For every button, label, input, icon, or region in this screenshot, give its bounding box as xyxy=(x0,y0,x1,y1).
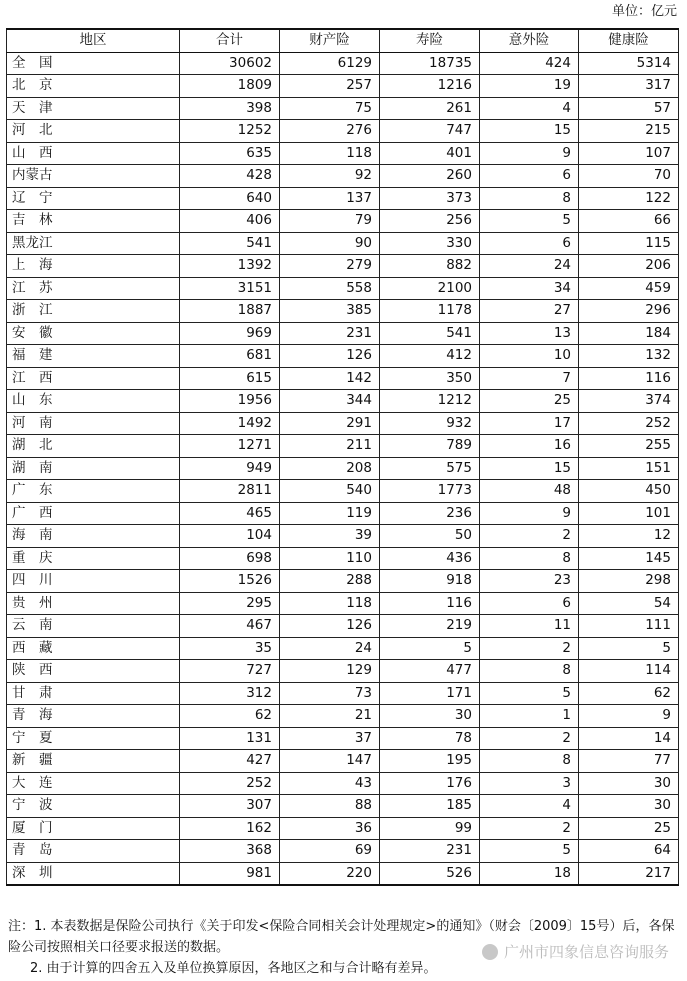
table-row xyxy=(7,862,679,885)
cell-property: 43 xyxy=(280,772,380,795)
table-row xyxy=(7,660,679,683)
cell-health: 317 xyxy=(579,75,679,98)
cell-health: 5314 xyxy=(579,52,679,75)
cell-property: 385 xyxy=(280,300,380,323)
cell-health: 116 xyxy=(579,367,679,390)
cell-life: 401 xyxy=(380,142,480,165)
cell-region: 厦 门 xyxy=(7,817,180,840)
cell-property: 344 xyxy=(280,390,380,413)
table-row xyxy=(7,682,679,705)
cell-health: 70 xyxy=(579,165,679,188)
cell-region: 广 东 xyxy=(7,480,180,503)
header-total: 合计 xyxy=(180,29,280,52)
cell-health: 122 xyxy=(579,187,679,210)
table-row xyxy=(7,390,679,413)
note-1: 注：1. 本表数据是保险公司执行《关于印发<保险合同相关会计处理规定>的通知》（财会〔2009〕15号）后，各保险公司按照相关口径要求报送的数据。 xyxy=(8,919,675,955)
cell-region: 福 建 xyxy=(7,345,180,368)
cell-health: 132 xyxy=(579,345,679,368)
table-row xyxy=(7,795,679,818)
cell-health: 459 xyxy=(579,277,679,300)
cell-accident: 2 xyxy=(480,817,579,840)
cell-health: 252 xyxy=(579,412,679,435)
cell-life: 373 xyxy=(380,187,480,210)
cell-accident: 5 xyxy=(480,840,579,863)
cell-property: 75 xyxy=(280,97,380,120)
cell-property: 24 xyxy=(280,637,380,660)
cell-total: 406 xyxy=(180,210,280,233)
cell-accident: 4 xyxy=(480,795,579,818)
table-row xyxy=(7,727,679,750)
cell-life: 1773 xyxy=(380,480,480,503)
cell-total: 427 xyxy=(180,750,280,773)
cell-property: 37 xyxy=(280,727,380,750)
cell-health: 12 xyxy=(579,525,679,548)
cell-health: 107 xyxy=(579,142,679,165)
cell-region: 云 南 xyxy=(7,615,180,638)
cell-accident: 8 xyxy=(480,547,579,570)
cell-life: 236 xyxy=(380,502,480,525)
cell-total: 312 xyxy=(180,682,280,705)
cell-accident: 4 xyxy=(480,97,579,120)
cell-health: 66 xyxy=(579,210,679,233)
cell-health: 296 xyxy=(579,300,679,323)
cell-region: 天 津 xyxy=(7,97,180,120)
cell-property: 69 xyxy=(280,840,380,863)
cell-total: 1956 xyxy=(180,390,280,413)
cell-region: 上 海 xyxy=(7,255,180,278)
cell-health: 114 xyxy=(579,660,679,683)
table-row xyxy=(7,210,679,233)
cell-property: 208 xyxy=(280,457,380,480)
cell-region: 河 北 xyxy=(7,120,180,143)
cell-region: 宁 波 xyxy=(7,795,180,818)
cell-region: 西 藏 xyxy=(7,637,180,660)
cell-total: 698 xyxy=(180,547,280,570)
cell-total: 1392 xyxy=(180,255,280,278)
cell-region: 贵 州 xyxy=(7,592,180,615)
cell-accident: 7 xyxy=(480,367,579,390)
cell-health: 77 xyxy=(579,750,679,773)
cell-property: 142 xyxy=(280,367,380,390)
table-row xyxy=(7,255,679,278)
cell-life: 350 xyxy=(380,367,480,390)
cell-region: 甘 肃 xyxy=(7,682,180,705)
cell-health: 206 xyxy=(579,255,679,278)
cell-health: 151 xyxy=(579,457,679,480)
cell-health: 64 xyxy=(579,840,679,863)
table-row xyxy=(7,705,679,728)
table-row xyxy=(7,457,679,480)
cell-region: 安 徽 xyxy=(7,322,180,345)
table-header-row xyxy=(7,29,679,52)
cell-health: 374 xyxy=(579,390,679,413)
cell-total: 981 xyxy=(180,862,280,885)
cell-total: 1252 xyxy=(180,120,280,143)
cell-life: 932 xyxy=(380,412,480,435)
cell-total: 681 xyxy=(180,345,280,368)
cell-life: 436 xyxy=(380,547,480,570)
cell-property: 88 xyxy=(280,795,380,818)
cell-life: 747 xyxy=(380,120,480,143)
cell-accident: 8 xyxy=(480,187,579,210)
cell-property: 79 xyxy=(280,210,380,233)
cell-property: 90 xyxy=(280,232,380,255)
cell-total: 640 xyxy=(180,187,280,210)
table-row xyxy=(7,277,679,300)
cell-accident: 3 xyxy=(480,772,579,795)
cell-health: 255 xyxy=(579,435,679,458)
watermark-text: 广州市四象信息咨询服务 xyxy=(503,943,669,961)
cell-health: 57 xyxy=(579,97,679,120)
cell-total: 1271 xyxy=(180,435,280,458)
cell-total: 307 xyxy=(180,795,280,818)
cell-accident: 24 xyxy=(480,255,579,278)
cell-property: 276 xyxy=(280,120,380,143)
cell-life: 185 xyxy=(380,795,480,818)
cell-region: 江 西 xyxy=(7,367,180,390)
cell-property: 126 xyxy=(280,615,380,638)
cell-total: 727 xyxy=(180,660,280,683)
cell-accident: 2 xyxy=(480,525,579,548)
cell-property: 231 xyxy=(280,322,380,345)
cell-property: 6129 xyxy=(280,52,380,75)
cell-accident: 25 xyxy=(480,390,579,413)
cell-total: 62 xyxy=(180,705,280,728)
cell-region: 海 南 xyxy=(7,525,180,548)
table-row xyxy=(7,412,679,435)
cell-life: 171 xyxy=(380,682,480,705)
cell-accident: 13 xyxy=(480,322,579,345)
table-row xyxy=(7,75,679,98)
premium-table xyxy=(6,28,679,886)
cell-life: 219 xyxy=(380,615,480,638)
cell-accident: 424 xyxy=(480,52,579,75)
cell-property: 118 xyxy=(280,142,380,165)
cell-region: 新 疆 xyxy=(7,750,180,773)
cell-accident: 48 xyxy=(480,480,579,503)
cell-total: 541 xyxy=(180,232,280,255)
table-row xyxy=(7,637,679,660)
cell-life: 575 xyxy=(380,457,480,480)
header-region: 地区 xyxy=(7,29,180,52)
table-row xyxy=(7,187,679,210)
cell-total: 368 xyxy=(180,840,280,863)
cell-region: 青 岛 xyxy=(7,840,180,863)
cell-region: 四 川 xyxy=(7,570,180,593)
cell-health: 30 xyxy=(579,795,679,818)
cell-region: 辽 宁 xyxy=(7,187,180,210)
cell-property: 220 xyxy=(280,862,380,885)
table-row xyxy=(7,592,679,615)
table-row xyxy=(7,97,679,120)
cell-property: 119 xyxy=(280,502,380,525)
cell-total: 252 xyxy=(180,772,280,795)
cell-life: 789 xyxy=(380,435,480,458)
cell-property: 558 xyxy=(280,277,380,300)
table-row xyxy=(7,480,679,503)
cell-life: 260 xyxy=(380,165,480,188)
cell-life: 18735 xyxy=(380,52,480,75)
cell-life: 526 xyxy=(380,862,480,885)
cell-total: 467 xyxy=(180,615,280,638)
table-row xyxy=(7,570,679,593)
cell-region: 全 国 xyxy=(7,52,180,75)
cell-total: 131 xyxy=(180,727,280,750)
cell-life: 261 xyxy=(380,97,480,120)
cell-life: 330 xyxy=(380,232,480,255)
cell-life: 256 xyxy=(380,210,480,233)
cell-accident: 27 xyxy=(480,300,579,323)
cell-accident: 1 xyxy=(480,705,579,728)
cell-accident: 18 xyxy=(480,862,579,885)
cell-life: 231 xyxy=(380,840,480,863)
cell-total: 2811 xyxy=(180,480,280,503)
cell-total: 104 xyxy=(180,525,280,548)
cell-region: 山 东 xyxy=(7,390,180,413)
table-row xyxy=(7,52,679,75)
cell-total: 295 xyxy=(180,592,280,615)
wechat-account-icon xyxy=(482,944,498,960)
cell-life: 541 xyxy=(380,322,480,345)
cell-health: 115 xyxy=(579,232,679,255)
cell-region: 湖 北 xyxy=(7,435,180,458)
table-row xyxy=(7,525,679,548)
table-row xyxy=(7,322,679,345)
cell-health: 30 xyxy=(579,772,679,795)
cell-health: 298 xyxy=(579,570,679,593)
table-body xyxy=(7,52,679,885)
cell-life: 116 xyxy=(380,592,480,615)
cell-accident: 8 xyxy=(480,660,579,683)
cell-life: 78 xyxy=(380,727,480,750)
cell-life: 5 xyxy=(380,637,480,660)
cell-property: 257 xyxy=(280,75,380,98)
cell-total: 30602 xyxy=(180,52,280,75)
cell-total: 949 xyxy=(180,457,280,480)
cell-accident: 9 xyxy=(480,142,579,165)
cell-region: 湖 南 xyxy=(7,457,180,480)
cell-region: 吉 林 xyxy=(7,210,180,233)
cell-health: 145 xyxy=(579,547,679,570)
cell-property: 137 xyxy=(280,187,380,210)
cell-property: 211 xyxy=(280,435,380,458)
cell-region: 黑龙江 xyxy=(7,232,180,255)
cell-total: 428 xyxy=(180,165,280,188)
cell-total: 1887 xyxy=(180,300,280,323)
cell-health: 9 xyxy=(579,705,679,728)
table-row xyxy=(7,547,679,570)
cell-health: 217 xyxy=(579,862,679,885)
table-row xyxy=(7,165,679,188)
header-life: 寿险 xyxy=(380,29,480,52)
cell-health: 184 xyxy=(579,322,679,345)
table-row xyxy=(7,750,679,773)
cell-property: 110 xyxy=(280,547,380,570)
cell-life: 918 xyxy=(380,570,480,593)
cell-health: 25 xyxy=(579,817,679,840)
cell-property: 147 xyxy=(280,750,380,773)
cell-total: 1492 xyxy=(180,412,280,435)
table-row xyxy=(7,345,679,368)
cell-life: 882 xyxy=(380,255,480,278)
cell-health: 111 xyxy=(579,615,679,638)
cell-property: 288 xyxy=(280,570,380,593)
cell-property: 126 xyxy=(280,345,380,368)
cell-region: 陕 西 xyxy=(7,660,180,683)
cell-region: 山 西 xyxy=(7,142,180,165)
cell-life: 1216 xyxy=(380,75,480,98)
header-property: 财产险 xyxy=(280,29,380,52)
cell-life: 1212 xyxy=(380,390,480,413)
cell-property: 129 xyxy=(280,660,380,683)
cell-accident: 16 xyxy=(480,435,579,458)
table-row xyxy=(7,817,679,840)
cell-total: 162 xyxy=(180,817,280,840)
cell-region: 广 西 xyxy=(7,502,180,525)
cell-property: 279 xyxy=(280,255,380,278)
cell-accident: 11 xyxy=(480,615,579,638)
watermark xyxy=(482,941,669,962)
cell-health: 5 xyxy=(579,637,679,660)
cell-region: 大 连 xyxy=(7,772,180,795)
cell-health: 215 xyxy=(579,120,679,143)
cell-accident: 6 xyxy=(480,232,579,255)
cell-region: 江 苏 xyxy=(7,277,180,300)
cell-life: 477 xyxy=(380,660,480,683)
cell-accident: 5 xyxy=(480,682,579,705)
cell-region: 深 圳 xyxy=(7,862,180,885)
cell-region: 河 南 xyxy=(7,412,180,435)
cell-region: 内蒙古 xyxy=(7,165,180,188)
table-row xyxy=(7,502,679,525)
cell-total: 635 xyxy=(180,142,280,165)
cell-region: 浙 江 xyxy=(7,300,180,323)
cell-accident: 2 xyxy=(480,637,579,660)
cell-property: 21 xyxy=(280,705,380,728)
table-row xyxy=(7,615,679,638)
cell-accident: 8 xyxy=(480,750,579,773)
cell-total: 1809 xyxy=(180,75,280,98)
cell-property: 118 xyxy=(280,592,380,615)
cell-accident: 9 xyxy=(480,502,579,525)
table-row xyxy=(7,772,679,795)
cell-accident: 17 xyxy=(480,412,579,435)
unit-label: 单位：亿元 xyxy=(611,4,677,19)
table-row xyxy=(7,300,679,323)
cell-life: 176 xyxy=(380,772,480,795)
cell-life: 195 xyxy=(380,750,480,773)
cell-accident: 10 xyxy=(480,345,579,368)
cell-region: 北 京 xyxy=(7,75,180,98)
cell-property: 39 xyxy=(280,525,380,548)
cell-total: 615 xyxy=(180,367,280,390)
cell-total: 465 xyxy=(180,502,280,525)
cell-total: 969 xyxy=(180,322,280,345)
cell-accident: 15 xyxy=(480,120,579,143)
cell-property: 291 xyxy=(280,412,380,435)
cell-accident: 15 xyxy=(480,457,579,480)
cell-total: 35 xyxy=(180,637,280,660)
cell-accident: 6 xyxy=(480,165,579,188)
cell-property: 73 xyxy=(280,682,380,705)
table-row xyxy=(7,367,679,390)
table-row xyxy=(7,142,679,165)
note-2: 2. 由于计算的四舍五入及单位换算原因，各地区之和与合计略有差异。 xyxy=(30,961,437,976)
cell-life: 30 xyxy=(380,705,480,728)
cell-property: 36 xyxy=(280,817,380,840)
cell-accident: 2 xyxy=(480,727,579,750)
table-row xyxy=(7,435,679,458)
header-health: 健康险 xyxy=(579,29,679,52)
cell-accident: 19 xyxy=(480,75,579,98)
table-row xyxy=(7,232,679,255)
cell-life: 99 xyxy=(380,817,480,840)
cell-property: 92 xyxy=(280,165,380,188)
cell-life: 412 xyxy=(380,345,480,368)
cell-region: 宁 夏 xyxy=(7,727,180,750)
cell-accident: 5 xyxy=(480,210,579,233)
cell-region: 重 庆 xyxy=(7,547,180,570)
cell-health: 101 xyxy=(579,502,679,525)
cell-total: 3151 xyxy=(180,277,280,300)
cell-health: 54 xyxy=(579,592,679,615)
cell-total: 398 xyxy=(180,97,280,120)
table-row xyxy=(7,840,679,863)
cell-health: 14 xyxy=(579,727,679,750)
header-accident: 意外险 xyxy=(480,29,579,52)
cell-life: 1178 xyxy=(380,300,480,323)
cell-property: 540 xyxy=(280,480,380,503)
cell-region: 青 海 xyxy=(7,705,180,728)
cell-health: 62 xyxy=(579,682,679,705)
cell-accident: 23 xyxy=(480,570,579,593)
cell-accident: 6 xyxy=(480,592,579,615)
cell-total: 1526 xyxy=(180,570,280,593)
cell-health: 450 xyxy=(579,480,679,503)
table-row xyxy=(7,120,679,143)
cell-life: 2100 xyxy=(380,277,480,300)
cell-accident: 34 xyxy=(480,277,579,300)
cell-life: 50 xyxy=(380,525,480,548)
